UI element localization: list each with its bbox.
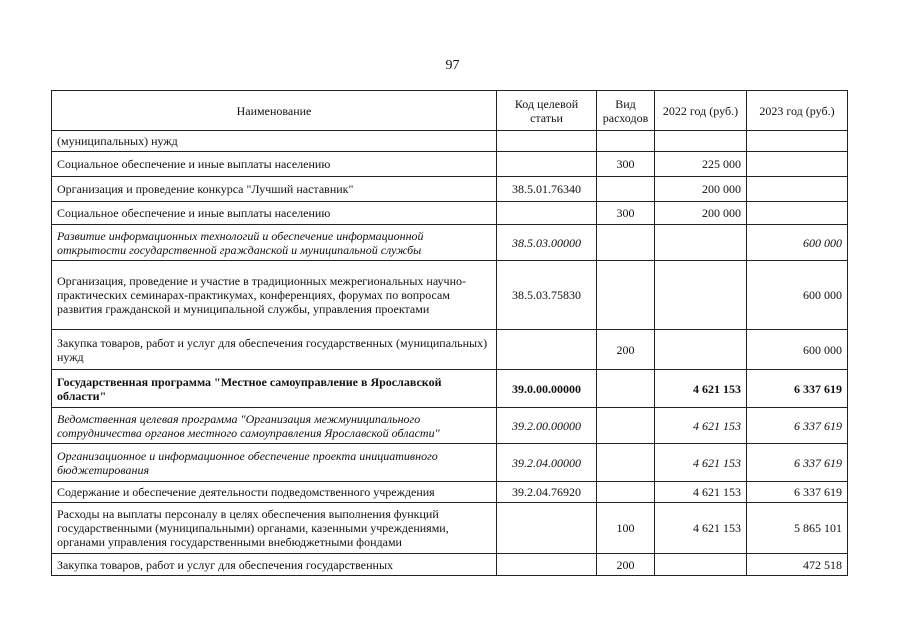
cell-name: Закупка товаров, работ и услуг для обеспечения государственных (муниципальных) нужд	[52, 330, 497, 370]
cell-y2022: 4 621 153	[655, 503, 747, 554]
cell-type: 100	[597, 503, 655, 554]
cell-name: Содержание и обеспечение деятельности подведомственного учреждения	[52, 482, 497, 503]
cell-y2022: 200 000	[655, 177, 747, 202]
cell-type: 300	[597, 202, 655, 225]
cell-name: (муниципальных) нужд	[52, 131, 497, 152]
cell-type	[597, 225, 655, 261]
cell-code	[497, 554, 597, 576]
header-code: Код целевой статьи	[497, 91, 597, 131]
cell-y2023: 5 865 101	[747, 503, 848, 554]
cell-code: 38.5.03.75830	[497, 261, 597, 330]
table-row	[52, 482, 848, 503]
cell-code: 39.0.00.00000	[497, 370, 597, 408]
cell-code	[497, 202, 597, 225]
cell-name: Развитие информационных технологий и обеспечение информационной открытости государственной гражданской и муниципальной службы	[52, 225, 497, 261]
cell-type	[597, 261, 655, 330]
cell-name: Закупка товаров, работ и услуг для обеспечения государственных	[52, 554, 497, 576]
cell-y2022	[655, 330, 747, 370]
header-2022: 2022 год (руб.)	[655, 91, 747, 131]
cell-code: 39.2.00.00000	[497, 408, 597, 444]
cell-y2023	[747, 202, 848, 225]
cell-y2022	[655, 131, 747, 152]
cell-y2023: 472 518	[747, 554, 848, 576]
cell-y2022: 4 621 153	[655, 370, 747, 408]
table-row	[52, 503, 848, 554]
cell-name: Социальное обеспечение и иные выплаты населению	[52, 202, 497, 225]
cell-code: 39.2.04.76920	[497, 482, 597, 503]
cell-type	[597, 444, 655, 482]
table-row	[52, 408, 848, 444]
cell-type	[597, 482, 655, 503]
cell-y2023: 6 337 619	[747, 408, 848, 444]
cell-y2023	[747, 177, 848, 202]
cell-code: 39.2.04.00000	[497, 444, 597, 482]
cell-name: Расходы на выплаты персоналу в целях обеспечения выполнения функций государственными (муниципальными) органами, казенными учреждениями, органами управления государственными внебюджетными фондами	[52, 503, 497, 554]
table-row	[52, 261, 848, 330]
table-row	[52, 370, 848, 408]
cell-y2022	[655, 554, 747, 576]
cell-y2022	[655, 225, 747, 261]
cell-y2022: 200 000	[655, 202, 747, 225]
table-row	[52, 131, 848, 152]
cell-type: 200	[597, 330, 655, 370]
table-row	[52, 225, 848, 261]
cell-y2023: 6 337 619	[747, 444, 848, 482]
table-body	[52, 131, 848, 576]
cell-type: 200	[597, 554, 655, 576]
cell-code	[497, 131, 597, 152]
cell-y2023: 600 000	[747, 261, 848, 330]
cell-name: Ведомственная целевая программа "Организация межмуниципального сотрудничества органов местного самоуправления Ярославской области"	[52, 408, 497, 444]
cell-code	[497, 330, 597, 370]
cell-y2023: 600 000	[747, 225, 848, 261]
table-row	[52, 330, 848, 370]
header-2023: 2023 год (руб.)	[747, 91, 848, 131]
cell-type	[597, 408, 655, 444]
cell-name: Организация и проведение конкурса "Лучший наставник"	[52, 177, 497, 202]
cell-y2022: 225 000	[655, 152, 747, 177]
cell-type	[597, 131, 655, 152]
cell-y2023: 6 337 619	[747, 370, 848, 408]
cell-code	[497, 503, 597, 554]
table-row	[52, 152, 848, 177]
cell-name: Социальное обеспечение и иные выплаты населению	[52, 152, 497, 177]
cell-y2023: 6 337 619	[747, 482, 848, 503]
cell-y2023: 600 000	[747, 330, 848, 370]
page-number: 97	[445, 58, 460, 73]
cell-code: 38.5.01.76340	[497, 177, 597, 202]
header-type: Вид расходов	[597, 91, 655, 131]
cell-type	[597, 177, 655, 202]
cell-type: 300	[597, 152, 655, 177]
table-row	[52, 554, 848, 576]
cell-y2022: 4 621 153	[655, 408, 747, 444]
header-name: Наименование	[52, 91, 497, 131]
cell-name: Организация, проведение и участие в традиционных межрегиональных научно-практических семинарах-практикумах, конференциях, форумах по вопросам развития гражданской и муниципальной службы, управления проектами	[52, 261, 497, 330]
cell-y2023	[747, 131, 848, 152]
table-row	[52, 177, 848, 202]
table-header-row	[52, 91, 848, 131]
cell-y2023	[747, 152, 848, 177]
cell-code: 38.5.03.00000	[497, 225, 597, 261]
table-row	[52, 202, 848, 225]
cell-code	[497, 152, 597, 177]
cell-y2022	[655, 261, 747, 330]
cell-name: Организационное и информационное обеспечение проекта инициативного бюджетирования	[52, 444, 497, 482]
cell-y2022: 4 621 153	[655, 444, 747, 482]
budget-table	[51, 90, 848, 576]
cell-type	[597, 370, 655, 408]
cell-y2022: 4 621 153	[655, 482, 747, 503]
table-row	[52, 444, 848, 482]
cell-name: Государственная программа "Местное самоуправление в Ярославской области"	[52, 370, 497, 408]
